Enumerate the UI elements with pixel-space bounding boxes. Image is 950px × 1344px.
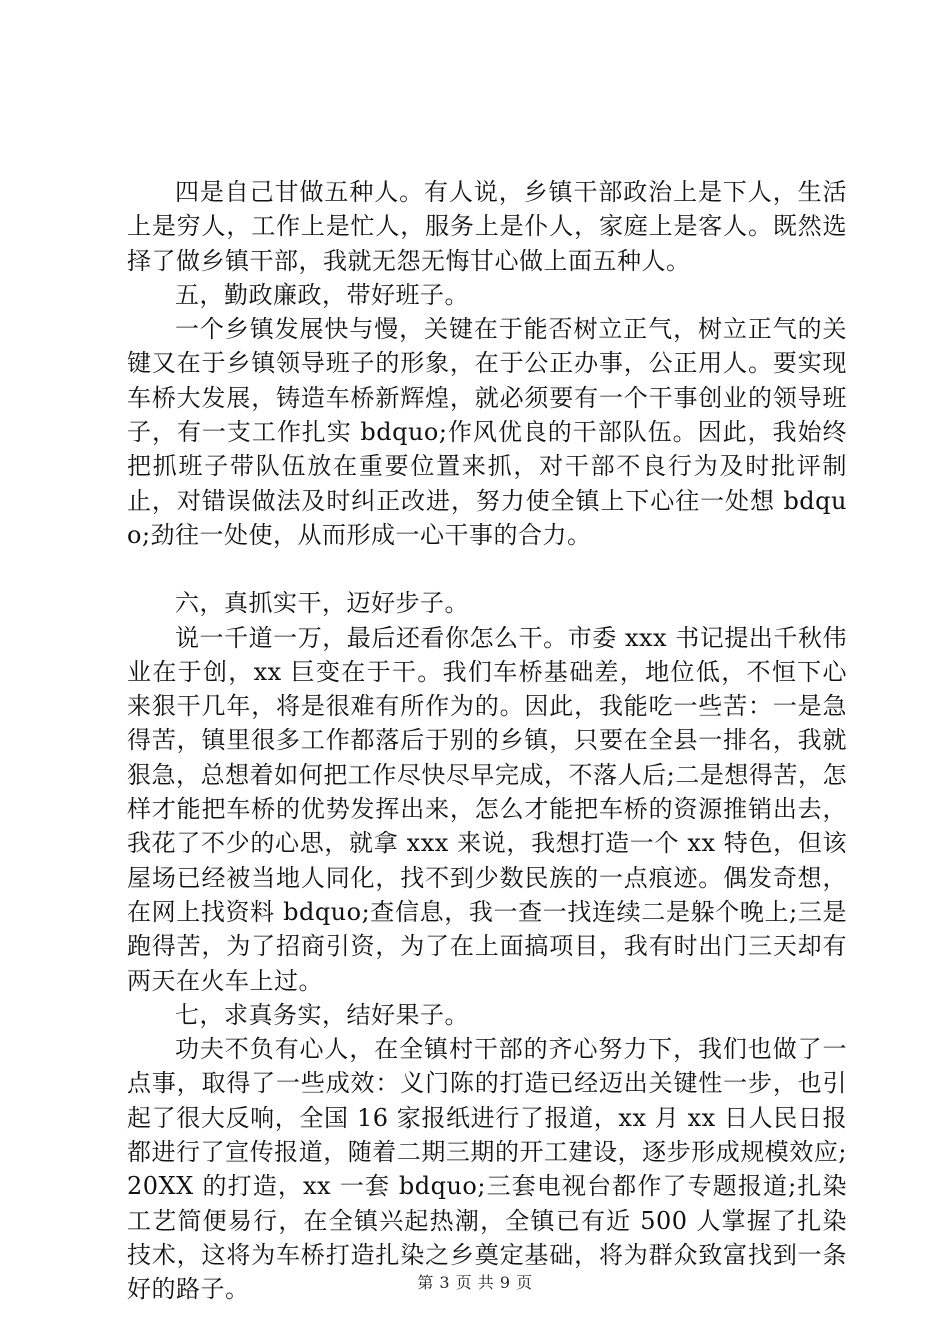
paragraph-hard-work: 说一千道一万，最后还看你怎么干。市委 xxx 书记提出千秋伟业在于创，xx 巨变在于干。我们车桥基础差，地位低，不恒下心来狠干几年，将是很难有所作为的。因此，我能吃一些苦：一是急得苦，镇里很多工作都落后于别的乡镇，只要在全县一排名，我就狠急，总想着如何把工作尽快尽早完成，不落人后;二是想得苦，怎样才能把车桥的优势发挥出来，怎么才能把车桥的资源推销出去，我花了不少的心思，就拿 xxx 来说，我想打造一个 xx 特色，但该屋场已经被当地人同化，找不到少数民族的一点痕迹。偶发奇想，在网上找资料 bdquo;查信息，我一查一找连续二是躲个晚上;三是跑得苦，为了招商引资，为了在上面搞项目，我有时出门三天却有两天在火车上过。 — [127, 623, 847, 995]
paragraph-five-kinds-of-people: 四是自己甘做五种人。有人说，乡镇干部政治上是下人，生活上是穷人，工作上是忙人，服务上是仆人，家庭上是客人。既然选择了做乡镇干部，我就无怨无悔甘心做上面五种人。 — [127, 178, 847, 275]
document-body — [127, 175, 847, 1307]
section-heading-five: 五，勤政廉政，带好班子。 — [175, 280, 469, 309]
paragraph-leadership-team: 一个乡镇发展快与慢，关键在于能否树立正气，树立正气的关键又在于乡镇领导班子的形象，在于公正办事，公正用人。要实现车桥大发展，铸造车桥新辉煌，就必须要有一个干事创业的领导班子，有一支工作扎实 bdquo;作风优良的干部队伍。因此，我始终把抓班子带队伍放在重要位置来抓，对干部不良行为及时批评制止，对错误做法及时纠正改进，努力使全镇上下心往一处想 bdquo;劲往一处使，从而形成一心干事的合力。 — [127, 315, 847, 549]
page-number-footer: 第 3 页 共 9 页 — [417, 1273, 533, 1292]
paragraph-results: 功夫不负有心人，在全镇村干部的齐心努力下，我们也做了一点事，取得了一些成效：义门陈的打造已经迈出关键性一步，也引起了很大反响，全国 16 家报纸进行了报道，xx 月 xx 日人民日报都进行了宣传报道，随着二期三期的开工建设，逐步形成规模效应;20XX 的打造，xx 一套 bdquo;三套电视台都作了专题报道;扎染工艺简便易行，在全镇兴起热潮，全镇已有近 500 人掌握了扎染技术，这将为车桥打造扎染之乡奠定基础，将为群众致富找到一条好的路子。 — [127, 1035, 847, 1304]
section-heading-seven: 七，求真务实，结好果子。 — [175, 1000, 469, 1029]
section-heading-six: 六，真抓实干，迈好步子。 — [175, 589, 469, 618]
paragraph-gap — [127, 552, 847, 586]
